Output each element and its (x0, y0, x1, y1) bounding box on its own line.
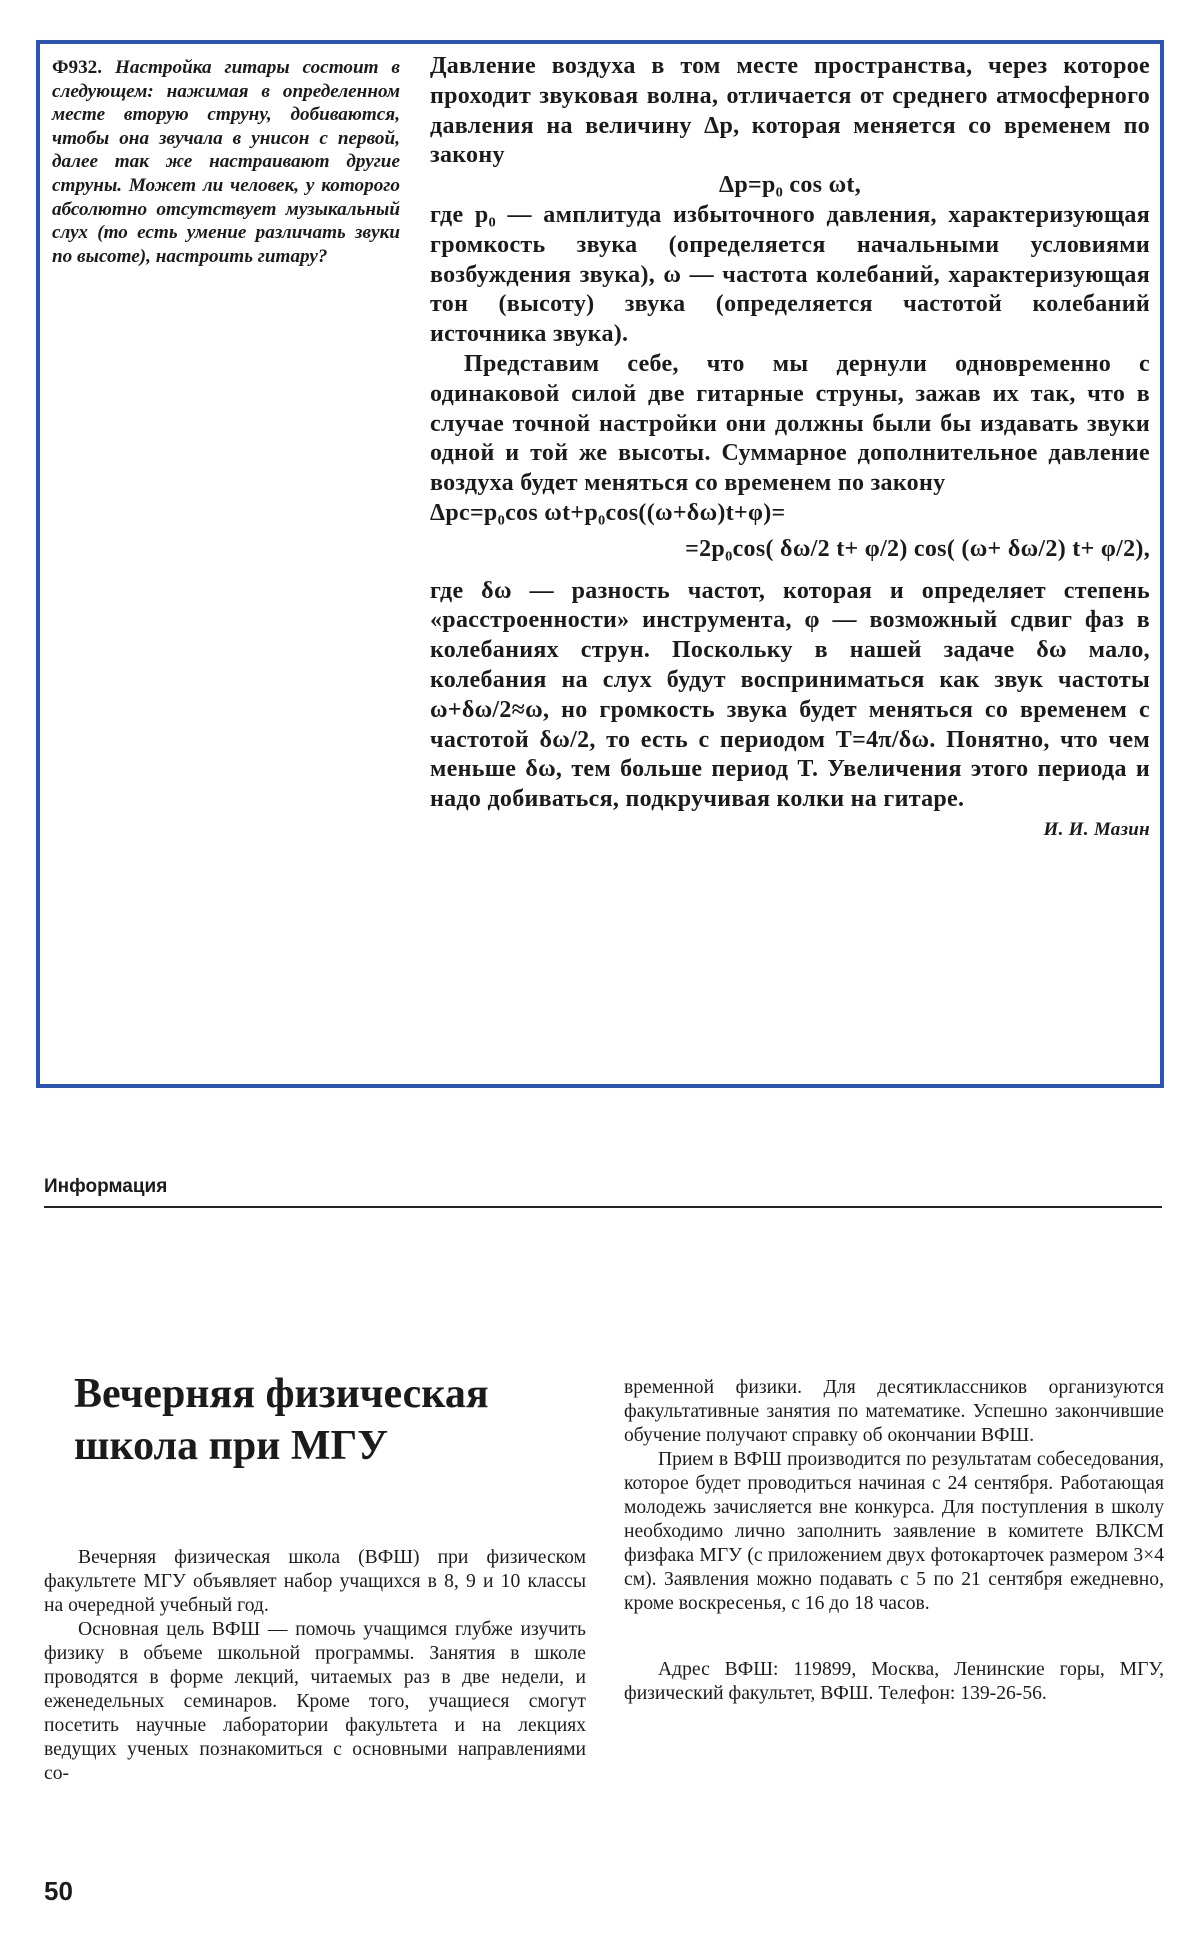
solution-paragraph-4: где δω — разность частот, которая и определяет степень «расстроенности» инструмента, φ — возможный сдвиг фаз в колебаниях струн. Поскольку в нашей задаче δω мало, колебания на слух будут восприниматься как звук частоты ω+δω/2≈ω, но громкость звука будет меняться со временем с частотой δω/2, то есть с периодом T=4π/δω. Понятно, что чем меньше δω, тем больше период T. Увеличения этого периода и надо добиваться, подкручивая колки на гитаре. (430, 577, 1150, 813)
solution-paragraph-2: где p₀ — амплитуда избыточного давления, характеризующая громкость звука (определяется начальными условиями возбуждения звука), ω — частота колебаний, характеризующая тон (высоту) звука (определяется частотой колебаний источника звука). (430, 201, 1150, 348)
problem-number: Ф932. (52, 57, 103, 78)
article-paragraph: Прием в ВФШ производится по результатам собеседования, которое будет проводиться начиная с 24 сентября. Работающая молодежь зачисляется вне конкурса. Для поступления в школу необходимо лично заполнить заявление в комитете ВЛКСМ физфака МГУ (с приложением двух фотокарточек размером 3×4 см). Заявления можно подавать с 5 по 21 сентября ежедневно, кроме воскресенья, с 16 до 18 часов. (624, 1449, 1164, 1614)
section-label: Информация (44, 1176, 168, 1197)
problem-statement (52, 56, 400, 268)
article-column-2 (624, 1376, 1164, 1706)
article-paragraph: Основная цель ВФШ — помочь учащимся глубже изучить физику в объеме школьной программы. Занятия в школе проводятся в форме лекций, читаемых раз в две недели, и еженедельных семинаров. Кроме того, учащиеся смогут посетить научные лаборатории факультета и на лекциях ведущих ученых познакомиться с основными направлениями со- (44, 1619, 586, 1784)
solution (430, 52, 1150, 845)
formula-pressure: Δp=p₀ cos ωt, (718, 172, 862, 199)
article-column-1 (44, 1546, 586, 1786)
article-paragraph: Вечерняя физическая школа (ВФШ) при физическом факультете МГУ объявляет набор учащихся в 8, 9 и 10 классы на очередной учебный год. (44, 1547, 586, 1616)
formula-sum-line-1: Δpс=p₀cos ωt+p₀cos((ω+δω)t+φ)= (430, 499, 786, 526)
article-title: Вечерняя физическая школа при МГУ (74, 1371, 489, 1469)
article-address: Адрес ВФШ: 119899, Москва, Ленинские горы, МГУ, физический факультет, ВФШ. Телефон: 139-26-56. (624, 1659, 1164, 1704)
page-number: 50 (44, 1876, 73, 1906)
problem-text: Настройка гитары состоит в следующем: нажимая в определенном месте вторую струну, добиваются, чтобы она звучала в унисон с первой, далее так же настраивают другие струны. Может ли человек, у которого абсолютно отсутствует музыкальный слух (то есть умение различать звуки по высоте), настроить гитару? (52, 57, 401, 267)
solution-paragraph-1: Давление воздуха в том месте пространства, через которое проходит звуковая волна, отличается от среднего атмосферного давления на величину Δp, которая меняется со временем по закону (430, 53, 1150, 169)
formula-sum-line-2: =2p₀cos( δω/2 t+ φ/2) cos( (ω+ δω/2) t+ φ/2), (685, 535, 1150, 562)
section-divider (44, 1206, 1162, 1208)
solution-paragraph-3: Представим себе, что мы дернули одновременно с одинаковой силой две гитарные струны, зажав их так, что в случае точной настройки они должны были бы издавать звуки одной и той же высоты. Суммарное дополнительное давление воздуха будет меняться со временем по закону (430, 350, 1150, 497)
article-paragraph: временной физики. Для десятиклассников организуются факультативные занятия по математике. Успешно закончившие обучение получают справку об окончании ВФШ. (624, 1377, 1164, 1446)
author: И. И. Мазин (1043, 818, 1150, 840)
